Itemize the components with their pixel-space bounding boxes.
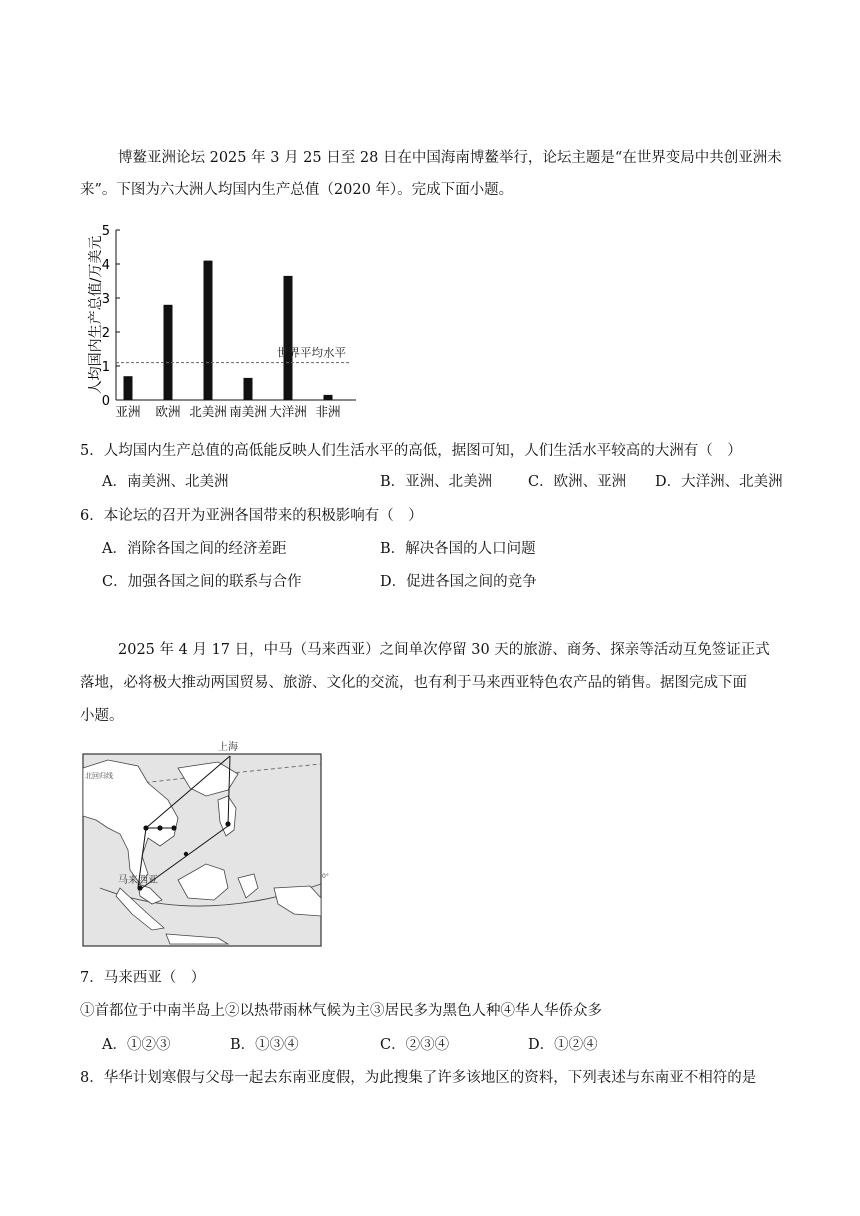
chart-y-tick-label: 3 xyxy=(101,292,110,307)
map-label-malaysia: 马来西亚 xyxy=(118,875,158,886)
q5-option-b[interactable]: B．亚洲、北美洲 xyxy=(380,474,493,490)
route-stop-manila xyxy=(225,821,230,826)
chart-y-axis-label: 人均国内生产总值/万美元 xyxy=(88,235,104,395)
passage-1-line-1: 博鳌亚洲论坛 2025 年 3 月 25 日至 28 日在中国海南博鳌举行，论坛主题是“在世界变局中共创亚洲未 xyxy=(118,150,782,166)
q8-stem: 8．华华计划寒假与父母一起去东南亚度假，为此搜集了许多该地区的资料，下列表述与东南亚不相符的是 xyxy=(80,1070,757,1086)
chart-axes xyxy=(116,230,356,400)
passage-1-line-2: 来”。下图为六大洲人均国内生产总值（2020 年）。完成下面小题。 xyxy=(80,182,514,198)
map-label-tropic: 北回归线 xyxy=(85,772,113,780)
chart-bars xyxy=(124,261,333,400)
chart-bar xyxy=(124,376,133,400)
map-label-shanghai: 上海 xyxy=(218,742,238,753)
q5-option-d[interactable]: D．大洋洲、北美洲 xyxy=(655,474,783,490)
q5-option-c[interactable]: C．欧洲、亚洲 xyxy=(528,474,627,490)
gdp-chart-svg xyxy=(78,220,368,425)
q5-stem: 5．人均国内生产总值的高低能反映人们生活水平的高低，据图可知，人们生活水平较高的大洲有（ ） xyxy=(80,443,742,459)
passage-2-line-3: 小题。 xyxy=(80,708,124,724)
chart-y-tick-label: 5 xyxy=(101,224,110,239)
passage-2-line-2: 落地，必将极大推动两国贸易、旅游、文化的交流，也有利于马来西亚特色农产品的销售。据图完成下面 xyxy=(80,675,747,691)
chart-x-tick-label: 南美洲 xyxy=(229,404,267,419)
gdp-per-capita-chart xyxy=(78,220,368,425)
route-stop-sea xyxy=(184,852,188,856)
q7-stem: 7．马来西亚（ ） xyxy=(80,970,206,986)
chart-y-tick-label: 1 xyxy=(101,360,110,375)
chart-bar xyxy=(324,395,333,400)
chart-y-tick-label: 0 xyxy=(101,394,110,409)
chart-bar xyxy=(164,305,173,400)
chart-reference-line-label: 世界平均水平 xyxy=(277,345,346,360)
q5-option-a[interactable]: A．南美洲、北美洲 xyxy=(102,474,229,490)
route-stop-2 xyxy=(157,825,162,830)
q6-option-d[interactable]: D．促进各国之间的竞争 xyxy=(380,574,537,590)
chart-bar xyxy=(204,261,213,400)
map-svg xyxy=(78,738,328,950)
chart-y-ticks xyxy=(102,224,120,409)
q7-option-d[interactable]: D．①②④ xyxy=(528,1037,598,1053)
q6-option-b[interactable]: B．解决各国的人口问题 xyxy=(380,541,536,557)
passage-2-line-1: 2025 年 4 月 17 日，中马（马来西亚）之间单次停留 30 天的旅游、商务、探亲等活动互免签证正式 xyxy=(118,642,770,658)
route-stop-3 xyxy=(171,825,176,830)
chart-y-tick-label: 4 xyxy=(101,258,110,273)
q7-statements: ①首都位于中南半岛上②以热带雨林气候为主③居民多为黑色人种④华人华侨众多 xyxy=(80,1003,602,1019)
route-stop-bangkok xyxy=(143,825,148,830)
q7-option-c[interactable]: C．②③④ xyxy=(380,1037,450,1053)
chart-x-tick-label: 非洲 xyxy=(315,404,341,419)
chart-x-tick-label: 北美洲 xyxy=(189,404,227,419)
q7-option-a[interactable]: A．①②③ xyxy=(102,1037,171,1053)
q7-option-b[interactable]: B．①③④ xyxy=(230,1037,299,1053)
q6-stem: 6．本论坛的召开为亚洲各国带来的积极影响有（ ） xyxy=(80,508,423,524)
chart-y-tick-label: 2 xyxy=(101,326,110,341)
chart-x-labels xyxy=(115,404,340,419)
map-label-equator: 0° xyxy=(322,873,329,880)
chart-reference-line xyxy=(116,346,350,363)
q6-option-a[interactable]: A．消除各国之间的经济差距 xyxy=(102,541,287,557)
route-stop-kuala-lumpur xyxy=(137,885,142,890)
chart-bar xyxy=(284,276,293,400)
chart-x-tick-label: 欧洲 xyxy=(155,404,181,419)
southeast-asia-map xyxy=(78,738,328,950)
chart-x-tick-label: 大洋洲 xyxy=(269,404,307,419)
chart-bar xyxy=(244,378,253,400)
q6-option-c[interactable]: C．加强各国之间的联系与合作 xyxy=(102,574,302,590)
chart-x-tick-label: 亚洲 xyxy=(115,404,141,419)
